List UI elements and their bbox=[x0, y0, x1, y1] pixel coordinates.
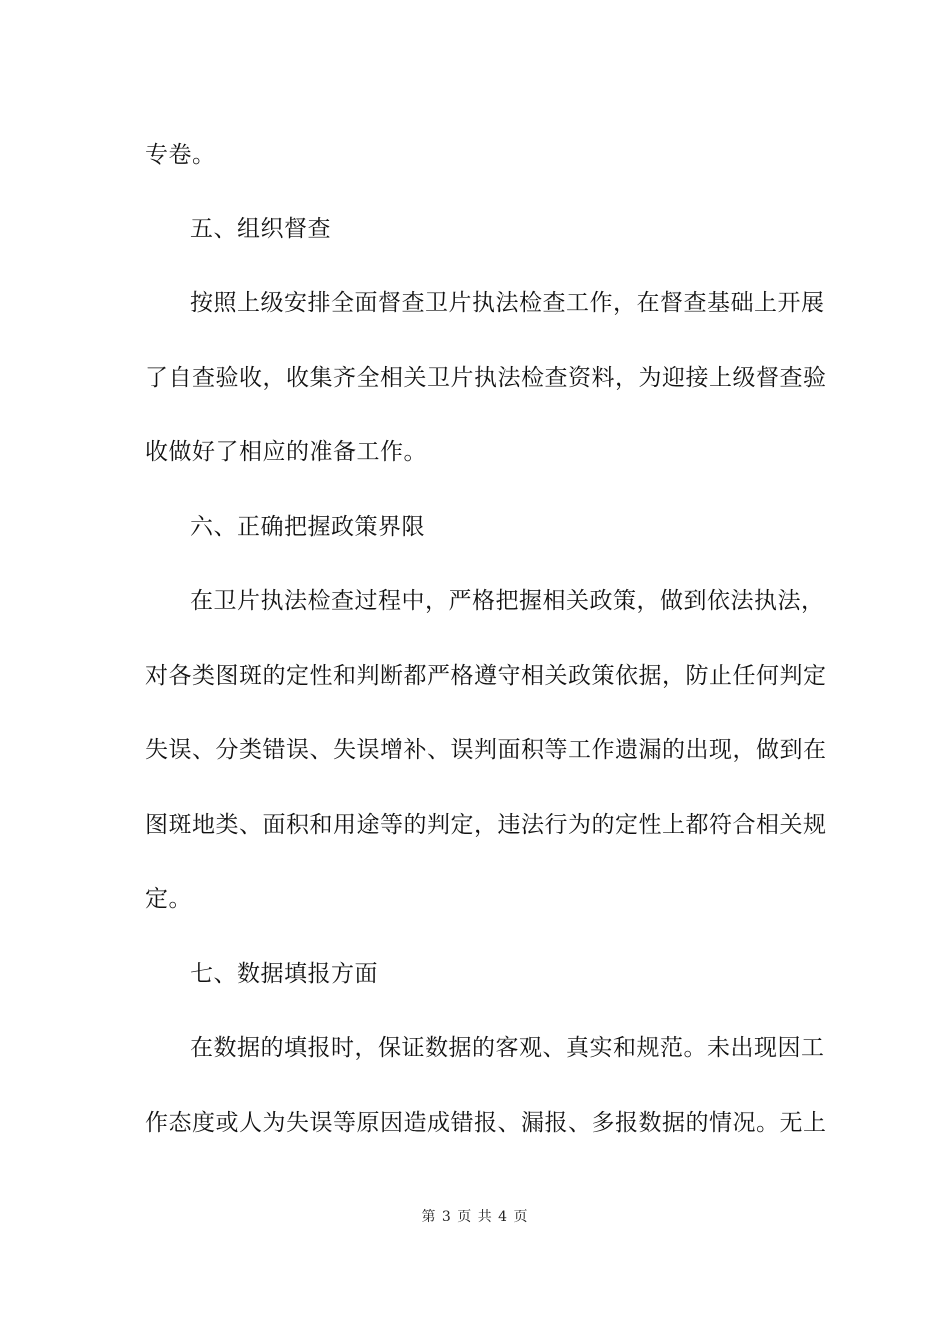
section-heading-6: 六、正确把握政策界限 bbox=[190, 514, 425, 540]
paragraph-line: 失误、分类错误、失误增补、误判面积等工作遗漏的出现，做到在 bbox=[145, 737, 827, 763]
paragraph-line: 专卷。 bbox=[145, 142, 216, 168]
paragraph-line: 对各类图斑的定性和判断都严格遵守相关政策依据，防止任何判定 bbox=[145, 663, 827, 689]
section-heading-7: 七、数据填报方面 bbox=[190, 961, 378, 987]
paragraph-line: 了自查验收，收集齐全相关卫片执法检查资料，为迎接上级督查验 bbox=[145, 365, 827, 391]
paragraph-line: 在数据的填报时，保证数据的客观、真实和规范。未出现因工 bbox=[190, 1035, 825, 1061]
paragraph-line: 收做好了相应的准备工作。 bbox=[145, 439, 427, 465]
paragraph-line: 作态度或人为失误等原因造成错报、漏报、多报数据的情况。无上 bbox=[145, 1110, 827, 1136]
paragraph-line: 定。 bbox=[145, 886, 192, 912]
paragraph-line: 图斑地类、面积和用途等的判定，违法行为的定性上都符合相关规 bbox=[145, 812, 827, 838]
paragraph-line: 在卫片执法检查过程中，严格把握相关政策，做到依法执法， bbox=[190, 588, 825, 614]
paragraph-line: 按照上级安排全面督查卫片执法检查工作，在督查基础上开展 bbox=[190, 290, 825, 316]
page-number-footer: 第 3 页 共 4 页 bbox=[421, 1209, 529, 1225]
section-heading-5: 五、组织督查 bbox=[190, 216, 331, 242]
